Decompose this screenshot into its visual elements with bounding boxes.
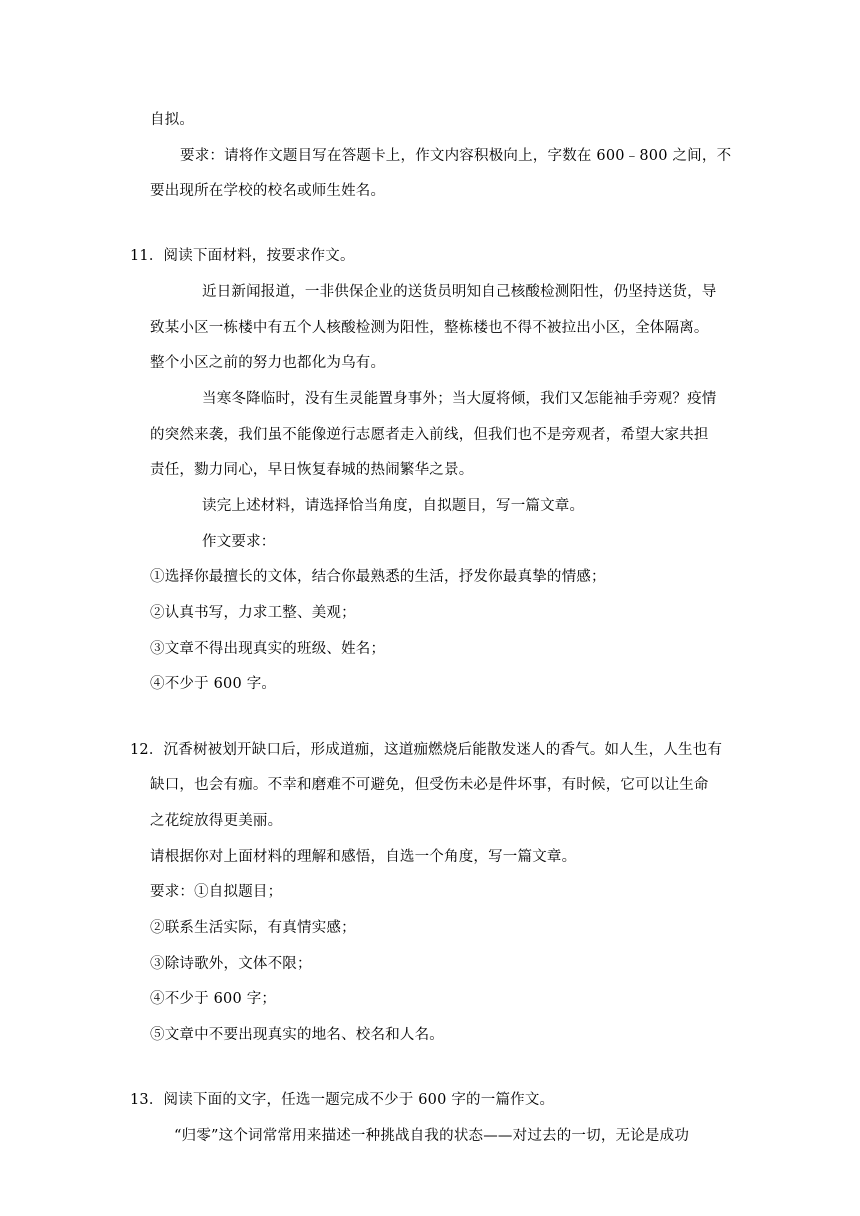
- question-11-heading: 11．阅读下面材料，按要求作文。: [130, 248, 355, 264]
- text-line: 责任，勠力同心，早日恢复春城的热闹繁华之景。: [150, 462, 474, 478]
- requirement-item: ①选择你最擅长的文体，结合你最熟悉的生活，抒发你最真挚的情感；: [150, 569, 606, 585]
- text-line: 读完上述材料，请选择恰当角度，自拟题目，写一篇文章。: [202, 498, 585, 514]
- text-line: 缺口，也会有痂。不幸和磨难不可避免，但受伤未必是件坏事，有时候，它可以让生命: [150, 777, 709, 793]
- requirement-item: ④不少于 600 字。: [150, 676, 277, 692]
- text-line: 请根据你对上面材料的理解和感悟，自选一个角度，写一篇文章。: [150, 849, 577, 865]
- text-line: 近日新闻报道，一非供保企业的送货员明知自己核酸检测阳性，仍坚持送货，导: [202, 284, 717, 300]
- requirement-item: ②联系生活实际，有真情实感；: [150, 920, 356, 936]
- text-line: 要求：请将作文题目写在答题卡上，作文内容积极向上，字数在 600﹣800 之间，不: [180, 148, 732, 164]
- requirements-title: 作文要求：: [202, 534, 276, 550]
- question-12-heading: 12．沉香树被划开缺口后，形成道痂，这道痂燃烧后能散发迷人的香气。如人生，人生也有: [130, 742, 723, 758]
- text-line: 整个小区之前的努力也都化为乌有。: [150, 355, 386, 371]
- text-line: 之花绽放得更美丽。: [150, 813, 283, 829]
- requirement-item: ⑤文章中不要出现真实的地名、校名和人名。: [150, 1027, 444, 1043]
- text-line: 致某小区一栋楼中有五个人核酸检测为阳性，整栋楼也不得不被拉出小区，全体隔离。: [150, 320, 709, 336]
- requirement-item: ③除诗歌外，文体不限；: [150, 956, 312, 972]
- question-13-heading: 13．阅读下面的文字，任选一题完成不少于 600 字的一篇作文。: [130, 1092, 555, 1108]
- requirement-item: 要求：①自拟题目；: [150, 884, 283, 900]
- requirement-item: ②认真书写，力求工整、美观；: [150, 605, 356, 621]
- text-line: 的突然来袭，我们虽不能像逆行志愿者走入前线，但我们也不是旁观者，希望大家共担: [150, 427, 709, 443]
- text-line: “归零”这个词常常用来描述一种挑战自我的状态——对过去的一切，无论是成功: [174, 1128, 690, 1144]
- requirement-item: ④不少于 600 字；: [150, 991, 277, 1007]
- text-line: 要出现所在学校的校名或师生姓名。: [150, 183, 386, 199]
- text-line: 自拟。: [150, 112, 195, 128]
- text-line: 当寒冬降临时，没有生灵能置身事外；当大厦将倾，我们又怎能袖手旁观？疫情: [202, 391, 717, 407]
- requirement-item: ③文章不得出现真实的班级、姓名；: [150, 641, 386, 657]
